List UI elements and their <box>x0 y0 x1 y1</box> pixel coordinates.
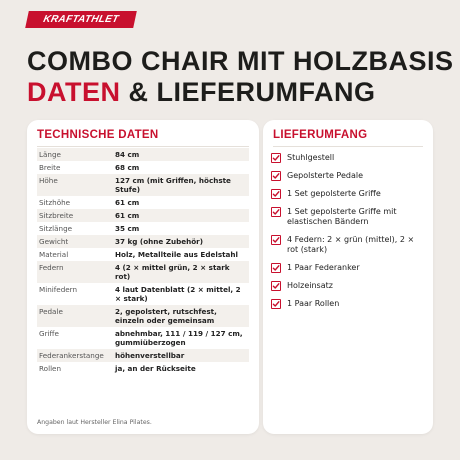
list-item-label: 4 Federn: 2 × grün (mittel), 2 × rot (stark) <box>287 235 415 254</box>
brand-logo <box>25 11 137 28</box>
spec-value: 35 cm <box>115 224 140 233</box>
table-row <box>37 327 249 349</box>
specs-table <box>37 148 249 375</box>
table-row <box>37 261 249 283</box>
spec-value: 127 cm (mit Griffen, höchste Stufe) <box>115 176 231 194</box>
list-item-label: 1 Set gepolsterte Griffe <box>287 189 381 198</box>
checkbox-checked-icon <box>271 189 281 199</box>
list-item-label: 1 Paar Rollen <box>287 299 340 308</box>
table-row <box>37 305 249 327</box>
spec-label: Minifedern <box>39 285 78 294</box>
list-item <box>271 299 427 309</box>
specs-heading: TECHNISCHE DATEN <box>37 129 159 141</box>
specs-divider <box>37 146 249 147</box>
spec-value: 4 laut Datenblatt (2 × mittel, 2 × stark) <box>115 285 241 303</box>
spec-label: Rollen <box>39 364 62 373</box>
spec-label: Höhe <box>39 176 58 185</box>
list-item-label: 1 Set gepolsterte Griffe mit elastischen Bändern <box>287 207 397 226</box>
list-item <box>271 207 427 227</box>
spec-value: Holz, Metallteile aus Edelstahl <box>115 250 238 259</box>
spec-label: Federn <box>39 263 64 272</box>
delivery-divider <box>273 146 423 147</box>
spec-label: Länge <box>39 150 61 159</box>
checkbox-checked-icon <box>271 171 281 181</box>
list-item <box>271 235 427 255</box>
delivery-heading: LIEFERUMFANG <box>273 129 368 141</box>
list-item-label: Holzeinsatz <box>287 281 333 290</box>
spec-value: 84 cm <box>115 150 140 159</box>
checkbox-checked-icon <box>271 207 281 217</box>
list-item <box>271 171 427 181</box>
page-title <box>27 46 453 108</box>
list-item-label: Gepolsterte Pedale <box>287 171 364 180</box>
delivery-list <box>271 153 427 317</box>
spec-value: höhenverstellbar <box>115 351 185 360</box>
spec-label: Federankerstange <box>39 351 104 360</box>
specs-card <box>27 120 259 434</box>
spec-value: 37 kg (ohne Zubehör) <box>115 237 203 246</box>
checkbox-checked-icon <box>271 153 281 163</box>
table-row <box>37 283 249 305</box>
specs-footnote: Angaben laut Hersteller Elina Pilates. <box>37 419 152 426</box>
table-row <box>37 362 249 375</box>
spec-label: Pedale <box>39 307 63 316</box>
delivery-card <box>263 120 433 434</box>
spec-value: 2, gepolstert, rutschfest, einzeln oder gemeinsam <box>115 307 217 325</box>
list-item-label: Stuhlgestell <box>287 153 335 162</box>
checkbox-checked-icon <box>271 281 281 291</box>
table-row <box>37 248 249 261</box>
page-title-line1: COMBO CHAIR MIT HOLZBASIS <box>27 46 454 76</box>
spec-value: 68 cm <box>115 163 140 172</box>
spec-label: Griffe <box>39 329 59 338</box>
table-row <box>37 222 249 235</box>
table-row <box>37 148 249 161</box>
checkbox-checked-icon <box>271 235 281 245</box>
spec-value: ja, an der Rückseite <box>115 364 196 373</box>
page-title-rest: & LIEFERUMFANG <box>120 77 376 107</box>
table-row <box>37 161 249 174</box>
list-item-label: 1 Paar Federanker <box>287 263 360 272</box>
spec-label: Breite <box>39 163 61 172</box>
spec-label: Sitzhöhe <box>39 198 71 207</box>
checkbox-checked-icon <box>271 263 281 273</box>
brand-logo-text: KRAFTATHLET <box>42 14 120 25</box>
spec-label: Sitzlänge <box>39 224 73 233</box>
spec-value: abnehmbar, 111 / 119 / 127 cm, gummiüberzogen <box>115 329 243 347</box>
spec-label: Gewicht <box>39 237 69 246</box>
page-title-accent: DATEN <box>27 77 121 107</box>
spec-label: Sitzbreite <box>39 211 74 220</box>
spec-value: 61 cm <box>115 211 140 220</box>
checkbox-checked-icon <box>271 299 281 309</box>
table-row <box>37 209 249 222</box>
table-row <box>37 196 249 209</box>
page-title-line2 <box>27 77 453 108</box>
spec-value: 61 cm <box>115 198 140 207</box>
spec-label: Material <box>39 250 69 259</box>
list-item <box>271 153 427 163</box>
list-item <box>271 189 427 199</box>
list-item <box>271 281 427 291</box>
list-item <box>271 263 427 273</box>
table-row <box>37 235 249 248</box>
table-row <box>37 174 249 196</box>
spec-value: 4 (2 × mittel grün, 2 × stark rot) <box>115 263 230 281</box>
table-row <box>37 349 249 362</box>
